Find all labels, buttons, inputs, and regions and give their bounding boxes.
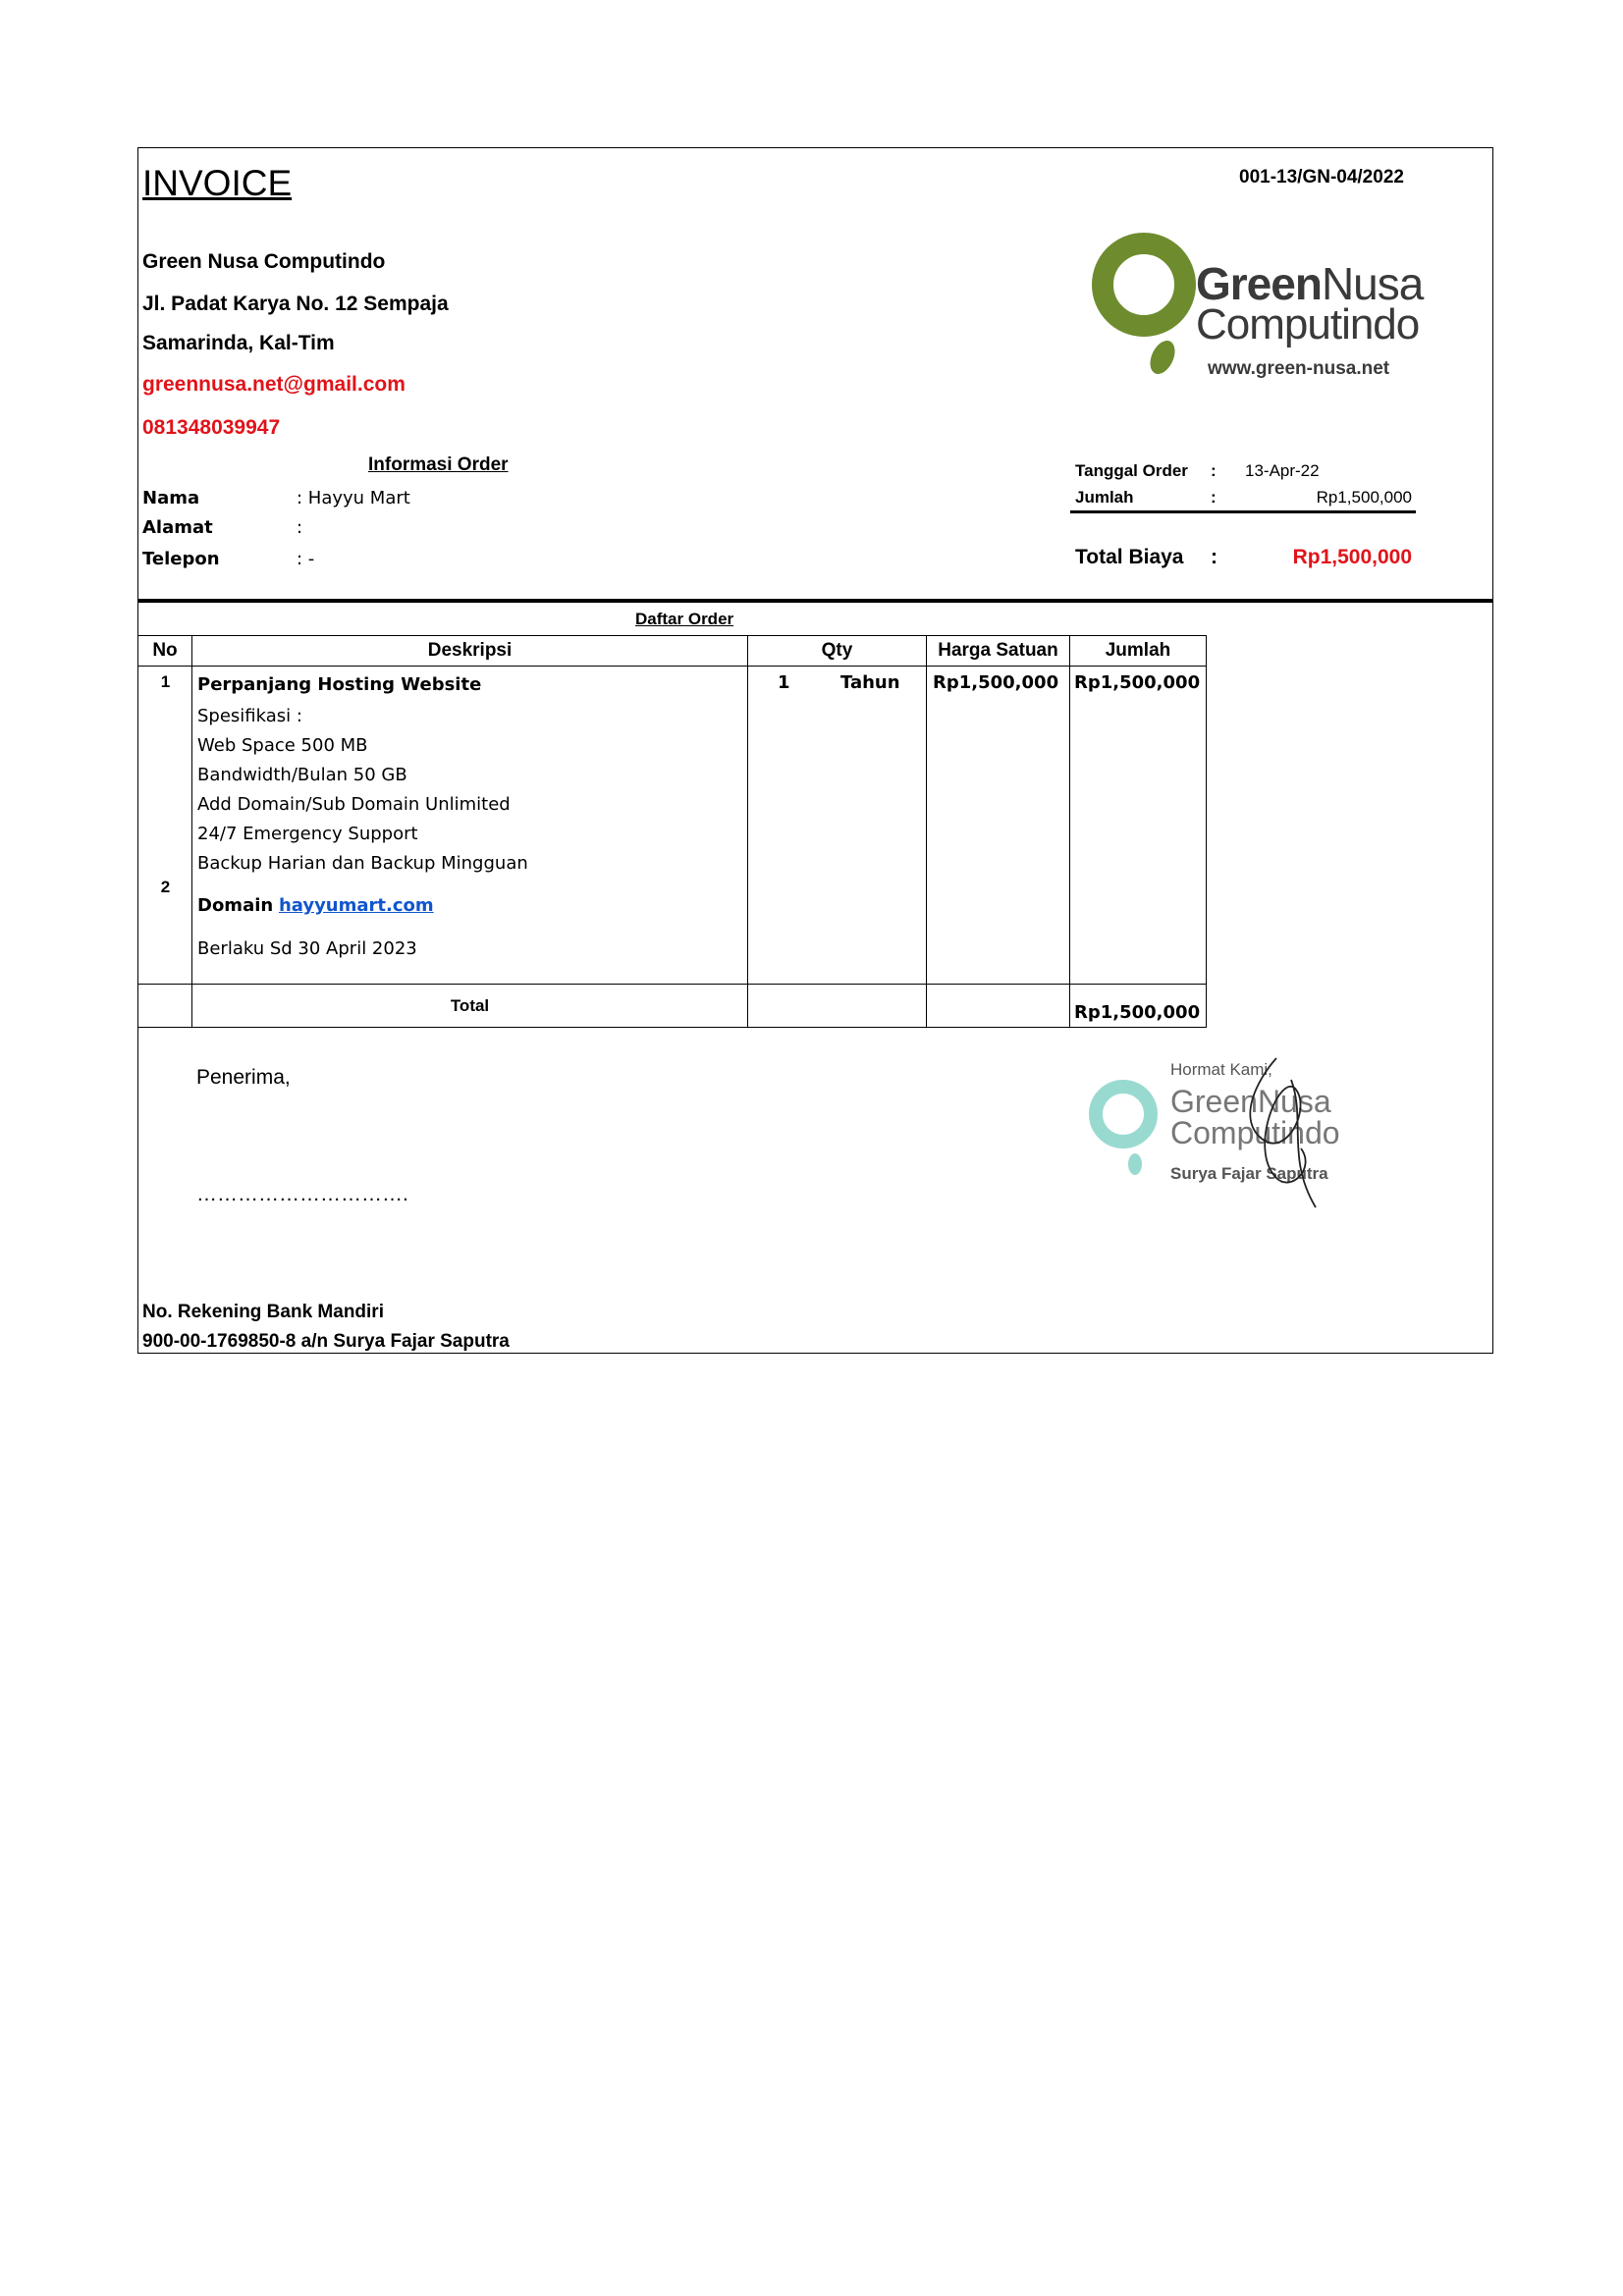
total-cost-label: Total Biaya [1075,546,1184,568]
total-row [138,985,1207,1028]
amount-colon: : [1211,488,1217,507]
name-label: Nama [142,488,200,508]
company-stamp [1070,1050,1365,1212]
qty-value: 1 [778,672,790,693]
company-address-2: Samarinda, Kal-Tim [142,332,335,354]
cell-no [138,667,192,985]
amount-value: Rp1,500,000 [1316,488,1412,507]
logo-word-2: Computindo [1196,300,1420,348]
invoice-title: INVOICE [142,163,293,203]
order-table [137,635,1207,1028]
col-unit-price: Harga Satuan [927,636,1070,667]
spec-line: Add Domain/Sub Domain Unlimited [197,794,511,815]
row-no-2: 2 [160,878,171,896]
receiver-label: Penerima, [196,1066,291,1089]
company-phone: 081348039947 [142,416,281,439]
total-cost-colon: : [1211,546,1217,568]
company-logo [1090,226,1424,388]
signer-name: Surya Fajar Saputra [1170,1164,1328,1183]
spec-line: Web Space 500 MB [197,735,368,756]
bank-line-2: 900-00-1769850-8 a/n Surya Fajar Saputra [142,1331,510,1352]
company-name: Green Nusa Computindo [142,250,386,273]
bank-line-1: No. Rekening Bank Mandiri [142,1302,384,1322]
phone-value: : - [297,549,315,569]
col-amount: Jumlah [1070,636,1207,667]
stamp-logo-icon [1084,1070,1172,1178]
domain-label: Domain [197,895,274,916]
company-address-1: Jl. Padat Karya No. 12 Sempaja [142,293,449,315]
summary-divider [1070,510,1416,513]
spec-line: Backup Harian dan Backup Mingguan [197,853,528,874]
total-empty-no [138,985,192,1028]
stamp-company-2: Computindo [1170,1115,1340,1150]
order-date-colon: : [1211,461,1217,480]
cell-description [192,667,748,985]
address-label: Alamat [142,517,213,538]
stamp-company-1: GreenNusa [1170,1084,1331,1119]
cell-qty [748,667,927,985]
validity-line: Berlaku Sd 30 April 2023 [197,938,417,959]
spec-line: Bandwidth/Bulan 50 GB [197,765,407,785]
total-value: Rp1,500,000 [1074,1002,1201,1023]
col-qty: Qty [748,636,927,667]
cell-amount [1070,667,1207,985]
spec-line: 24/7 Emergency Support [197,824,418,844]
logo-word-1: GreenNusa [1196,258,1424,309]
total-empty-qty [748,985,927,1028]
amount-cell-value: Rp1,500,000 [1074,672,1201,693]
spec-line: Spesifikasi : [197,706,302,726]
col-description: Deskripsi [192,636,748,667]
domain-link[interactable]: hayyumart.com [278,895,434,916]
total-cell [1070,985,1207,1028]
total-cost-value: Rp1,500,000 [1292,546,1412,568]
total-empty-price [927,985,1070,1028]
order-list-heading: Daftar Order [635,610,734,628]
cell-unit-price [927,667,1070,985]
section-divider [137,599,1493,603]
amount-label: Jumlah [1075,488,1134,507]
signature-scribble-icon [1217,1050,1355,1212]
table-header-row [138,636,1207,667]
logo-website: www.green-nusa.net [1208,358,1390,379]
invoice-number: 001-13/GN-04/2022 [1239,167,1404,187]
item-title: Perpanjang Hosting Website [197,674,482,695]
order-info-heading: Informasi Order [368,454,509,475]
order-date-value: 13-Apr-22 [1245,461,1320,480]
receiver-signature-line: …………………………. [196,1183,408,1205]
company-email: greennusa.net@gmail.com [142,373,406,396]
col-no: No [138,636,192,667]
stamp-heading: Hormat Kami, [1170,1060,1272,1079]
unit-price-value: Rp1,500,000 [933,672,1059,693]
order-date-label: Tanggal Order [1075,461,1188,480]
domain-line [197,891,747,921]
phone-label: Telepon [142,549,220,569]
row-no-1: 1 [160,672,171,691]
qty-unit: Tahun [840,672,900,693]
table-row [138,667,1207,985]
name-value: : Hayyu Mart [297,488,410,508]
total-label: Total [192,985,748,1028]
address-value: : [297,517,303,538]
